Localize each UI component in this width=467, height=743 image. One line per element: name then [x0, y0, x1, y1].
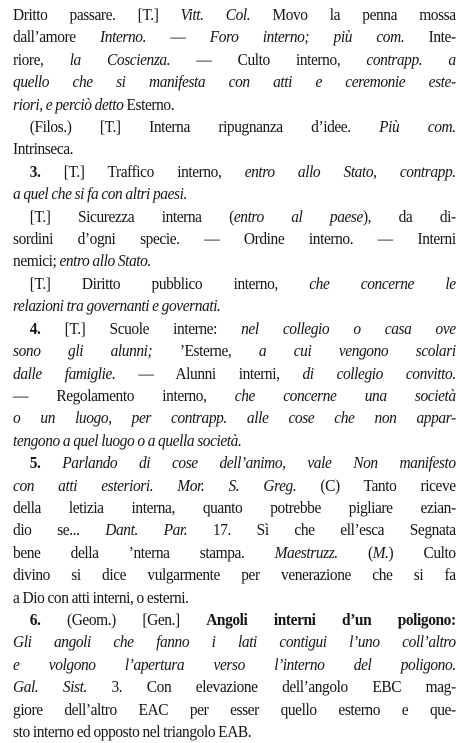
text-segment: che concerne le — [309, 273, 456, 293]
text-line — [13, 430, 456, 452]
text-segment: (Geom.) [Gen.] — [40, 609, 207, 629]
text-line — [13, 206, 456, 228]
text-line — [13, 676, 456, 698]
text-segment: a Dio con atti interni, o esterni. — [13, 587, 189, 607]
text-line — [13, 587, 456, 609]
text-segment: Dant. Par. — [105, 520, 188, 540]
text-segment: divino si dice vulgarmente per venerazione che si fa — [13, 565, 456, 585]
text-segment: Mor. S. Greg. — [177, 475, 297, 495]
text-segment: che concerne una società — [234, 385, 456, 405]
text-segment: Esterno. — [123, 94, 175, 114]
text-line — [13, 407, 456, 429]
text-segment: della letizia interna, quanto potrebbe pigliare ezian- — [13, 497, 456, 517]
text-segment: (C) Tanto riceve — [296, 475, 456, 495]
text-segment: relazioni tra governanti e governati. — [13, 296, 221, 316]
text-line — [13, 228, 456, 250]
text-segment: dalle famiglie. — [13, 363, 116, 383]
text-segment: 17. Sì che ell’esca Segnata — [187, 520, 456, 540]
text-segment: 5. — [29, 453, 41, 473]
text-segment: 3. Con elevazione dell’angolo EBC mag- — [86, 677, 456, 697]
text-segment: [T.] Traffico interno, — [40, 161, 245, 181]
text-line — [13, 250, 456, 272]
text-segment — [153, 476, 177, 495]
text-segment: 6. — [29, 609, 41, 629]
text-segment: Gal. Sist. — [13, 677, 87, 697]
text-line — [13, 699, 456, 721]
text-segment: nel collegio o casa ove — [241, 318, 456, 338]
text-line — [13, 318, 456, 340]
text-segment: entro allo Stato. — [59, 251, 151, 271]
text-line — [13, 721, 456, 743]
text-line — [13, 609, 456, 631]
text-segment: tengono a quel luogo o a quella società. — [13, 430, 242, 450]
text-line — [13, 138, 456, 160]
text-segment: [T.] — [137, 5, 181, 24]
text-segment: — Culto interno, — [170, 49, 367, 69]
text-line — [13, 340, 456, 362]
text-segment: Inte- — [404, 27, 456, 47]
text-segment: — — [146, 27, 210, 47]
text-segment: e volgono l’apertura verso l’interno del poligono. — [13, 654, 456, 674]
text-segment: la Coscienza. — [69, 49, 171, 69]
text-segment: M. — [372, 542, 389, 562]
text-segment: Angoli interni d’un poligono: — [206, 609, 456, 629]
text-line — [13, 116, 456, 138]
text-segment: contrapp. a — [366, 49, 456, 69]
text-segment: nemici; — [13, 251, 60, 271]
text-line — [13, 26, 456, 48]
text-line — [13, 363, 456, 385]
text-segment: ), da di- — [362, 206, 456, 226]
text-line — [13, 295, 456, 317]
text-segment: Più com. — [379, 117, 456, 137]
text-line — [13, 564, 456, 586]
text-line — [13, 49, 456, 71]
text-segment: Interno. — [100, 27, 147, 47]
text-line — [13, 631, 456, 653]
text-segment: sordini d’ogni specie. — Ordine interno. — Interni — [13, 229, 456, 249]
text-segment: Intrinseca. — [13, 139, 74, 159]
text-segment: quello che si manifesta con atti e ceremonie este- — [13, 72, 456, 92]
text-segment: Parlando di cose dell’animo, vale Non manifesto — [62, 453, 456, 473]
text-segment: — Regolamento interno, — [13, 385, 235, 405]
text-segment: entro al paese — [233, 206, 363, 226]
text-segment: dio se... — [13, 520, 106, 540]
text-line — [13, 385, 456, 407]
text-segment: (Filos.) [T.] Interna ripugnanza d’idee. — [29, 117, 380, 137]
text-line — [13, 475, 456, 497]
text-segment: [T.] Scuole interne: — [40, 318, 242, 338]
text-line — [13, 497, 456, 519]
text-segment: Foro interno; più com. — [209, 27, 405, 47]
text-segment: riore, — [13, 49, 70, 69]
text-segment: o un luogo, per contrapp. alle cose che non appar- — [13, 408, 456, 428]
text-segment: entro allo Stato, contrapp. — [244, 161, 456, 181]
text-line — [13, 183, 456, 205]
text-segment: 4. — [29, 318, 41, 338]
text-segment: [T.] Sicurezza interna ( — [29, 206, 234, 226]
text-segment: Dritto passare. — [13, 5, 138, 24]
text-segment: ( — [337, 542, 373, 562]
text-line — [13, 654, 456, 676]
text-segment: 3. — [29, 161, 41, 181]
text-line — [13, 452, 456, 474]
text-segment: giore dell’altro EAC per esser quello esterno e que- — [13, 699, 456, 719]
text-segment: a cui vengono scolari — [258, 341, 456, 361]
text-line — [13, 161, 456, 183]
text-segment: di collegio convitto. — [302, 363, 456, 383]
text-segment — [40, 453, 62, 472]
text-line — [13, 519, 456, 541]
text-line — [13, 71, 456, 93]
text-segment: riori, e perciò detto — [13, 94, 124, 114]
text-segment: Movo la penna mossa — [250, 5, 456, 24]
text-segment: sto interno ed opposto nel triangolo EAB. — [13, 722, 252, 741]
text-segment: Gli angoli che fanno i lati contigui l’uno coll’altro — [13, 632, 456, 652]
text-segment: con atti esteriori. — [13, 475, 154, 495]
text-segment: dall’amore — [13, 27, 101, 47]
text-segment: — Alunni interni, — [115, 363, 303, 383]
text-line — [13, 273, 456, 295]
text-line — [13, 542, 456, 564]
text-line — [13, 4, 456, 26]
text-segment: sono gli alunni; — [13, 341, 153, 361]
text-segment: Maestruzz. — [274, 542, 338, 562]
text-segment: ’Esterne, — [152, 341, 259, 361]
text-line — [13, 94, 456, 116]
text-segment: Vitt. Col. — [180, 5, 251, 24]
text-segment: a quel che si fa con altri paesi. — [13, 184, 187, 204]
text-segment: [T.] Diritto pubblico interno, — [29, 273, 310, 293]
text-segment: ) Culto — [388, 542, 456, 562]
text-segment: bene della ’nterna stampa. — [13, 542, 275, 562]
